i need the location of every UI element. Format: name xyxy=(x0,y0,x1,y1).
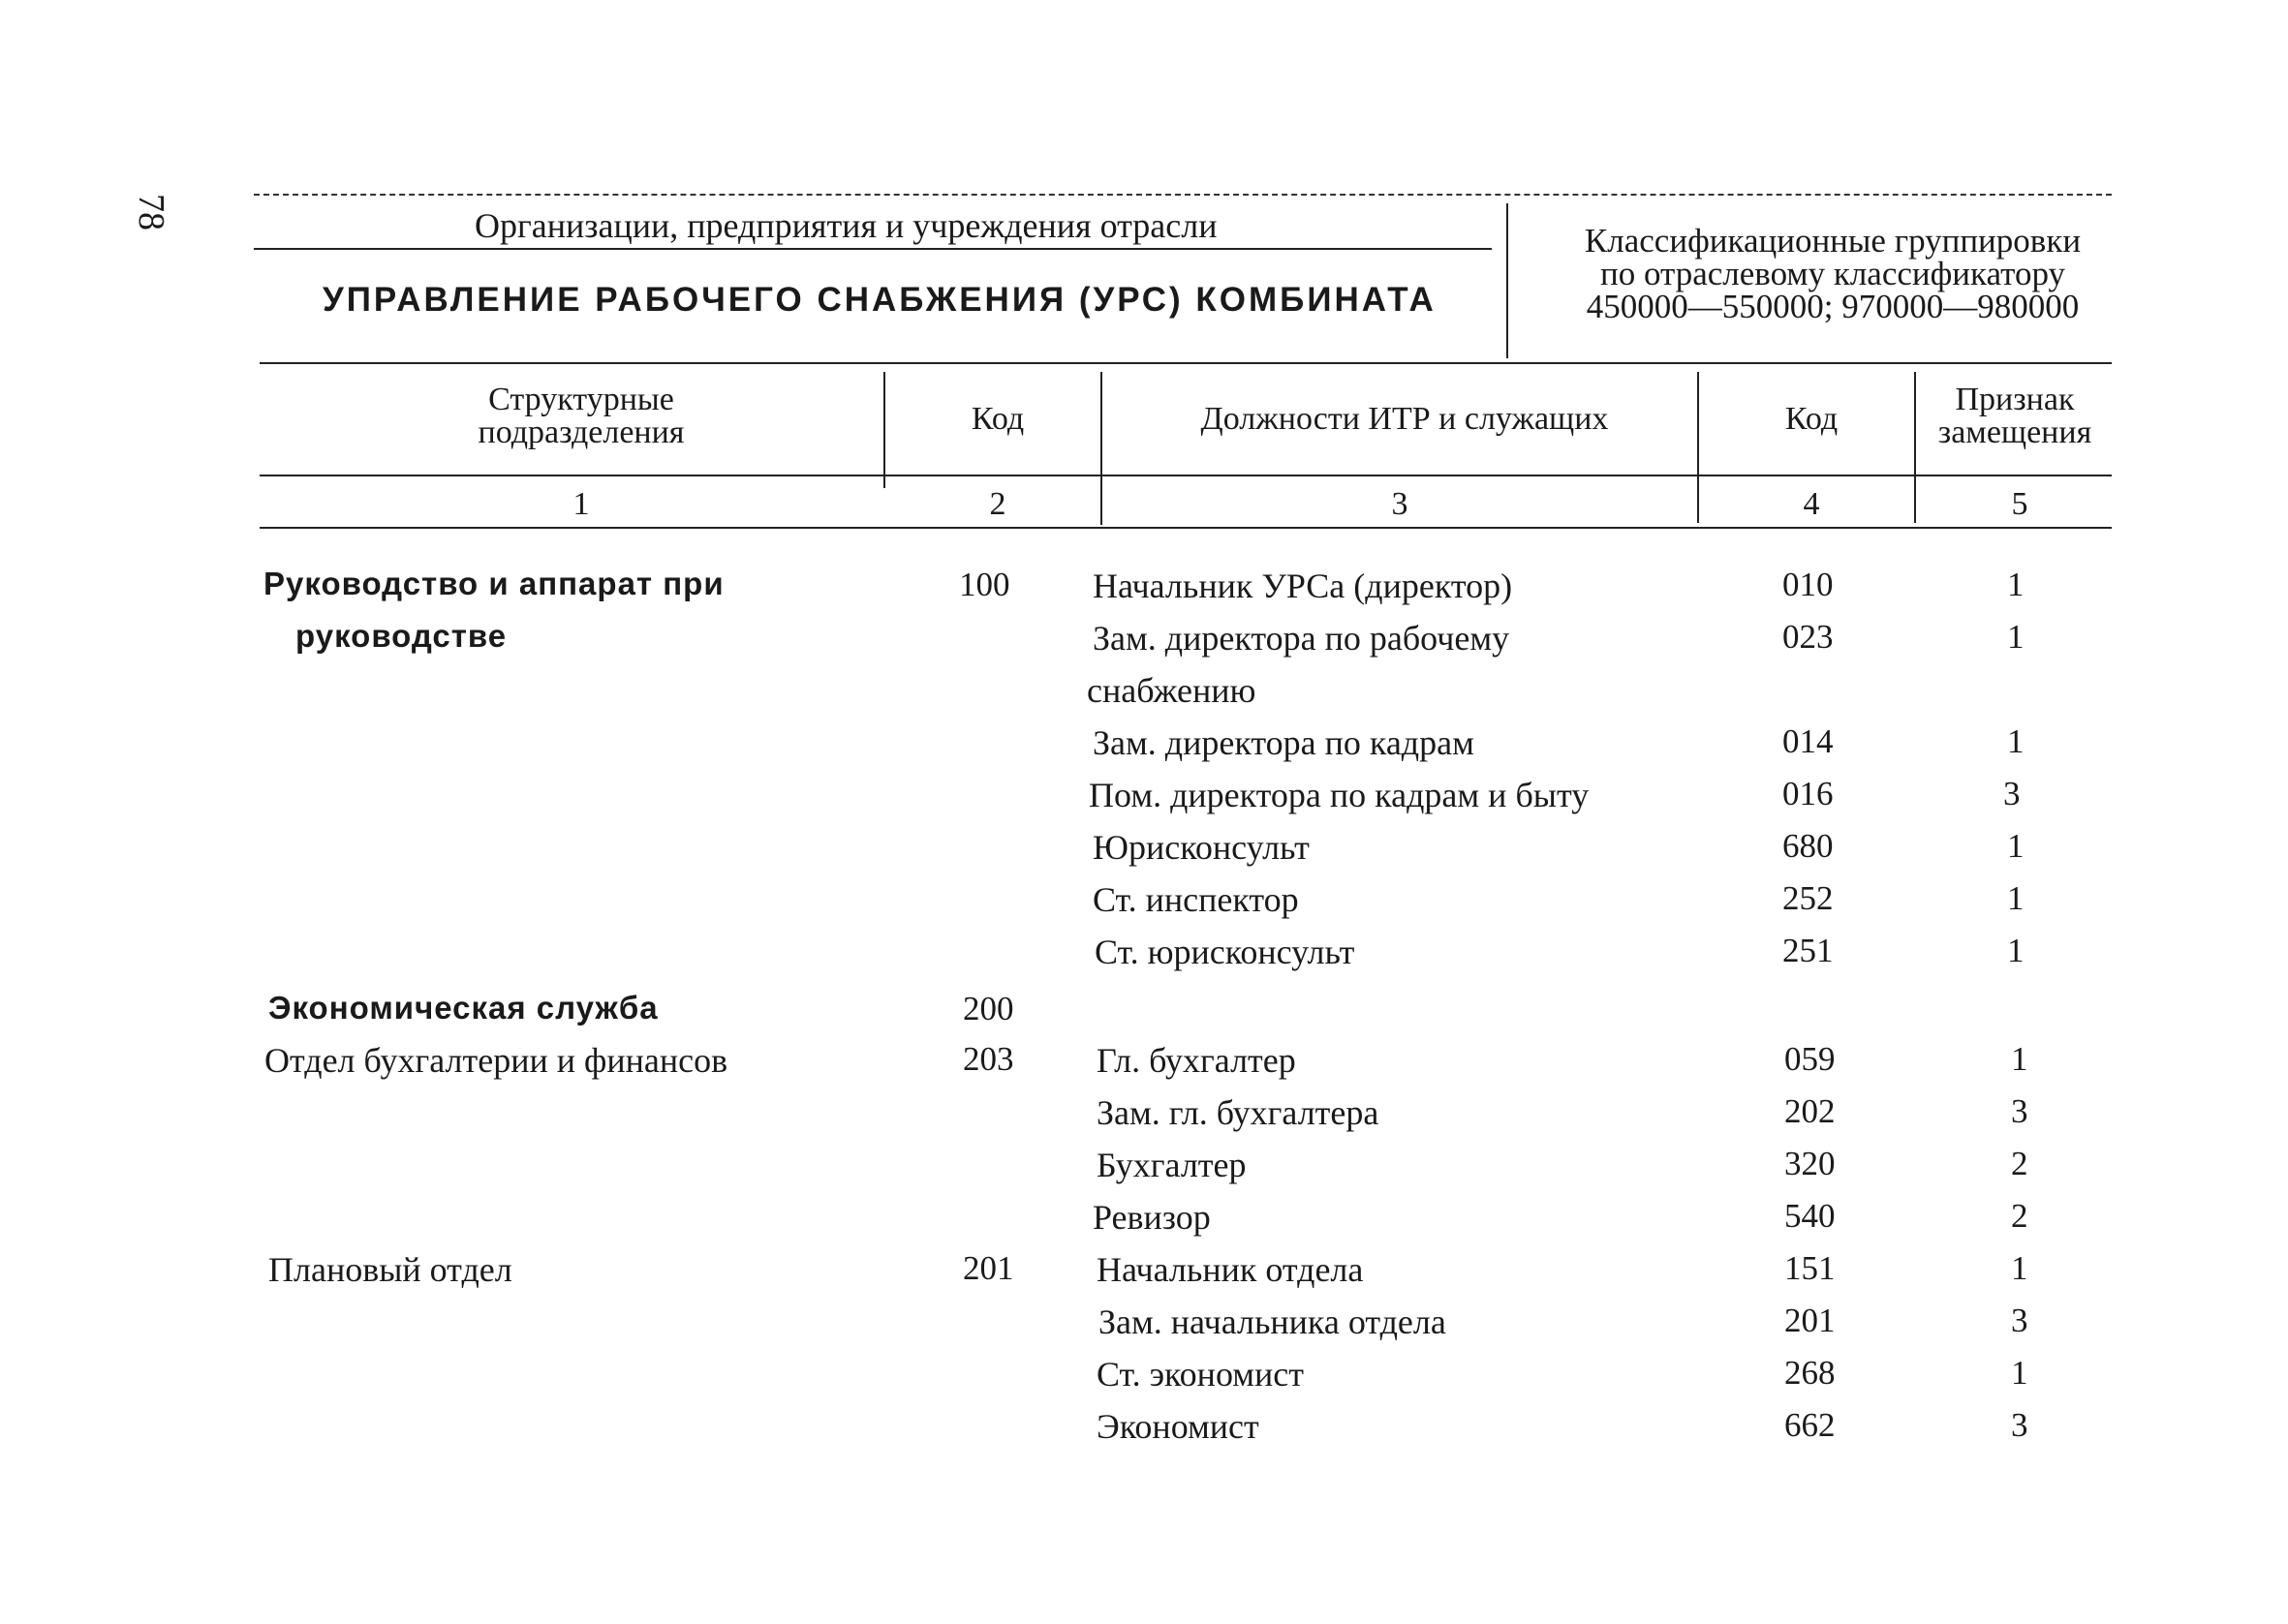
position-code: 320 xyxy=(1784,1145,1836,1182)
replacement-sign: 1 xyxy=(2011,1040,2028,1078)
header-top-rule xyxy=(254,194,2112,196)
table-header-bottom-rule xyxy=(260,527,2112,529)
position-code: 151 xyxy=(1784,1249,1836,1287)
division-code: 100 xyxy=(959,566,1010,603)
col-divider-2 xyxy=(1100,372,1102,525)
replacement-sign: 1 xyxy=(2007,722,2025,760)
replacement-sign: 3 xyxy=(2003,775,2021,812)
col-header-replacement-line-2: замещения xyxy=(1937,414,2092,450)
position-title: Ст. экономист xyxy=(1097,1355,1305,1394)
header-bottom-rule xyxy=(260,362,2112,364)
position-title: Бухгалтер xyxy=(1097,1146,1247,1184)
position-title-continued: снабжению xyxy=(1087,671,1256,710)
col-number-2: 2 xyxy=(989,486,1006,522)
classification-block xyxy=(1542,222,2123,325)
col-header-positions: Должности ИТР и служащих xyxy=(1200,401,1609,437)
col-header-code-2: Код xyxy=(1784,401,1839,437)
division-name-continued: руководстве xyxy=(295,618,508,654)
header-mid-rule xyxy=(260,475,2112,476)
position-title: Ст. юрисконсульт xyxy=(1095,933,1355,971)
header-divider xyxy=(1506,203,1508,358)
col-header-divisions xyxy=(407,383,756,449)
position-title: Зам. гл. бухгалтера xyxy=(1097,1093,1379,1132)
position-code: 023 xyxy=(1782,618,1834,656)
col-header-divisions-line-2: подразделения xyxy=(478,414,685,450)
position-title: Пом. директора по кадрам и быту xyxy=(1089,776,1590,814)
position-title: Ст. инспектор xyxy=(1093,880,1299,919)
replacement-sign: 3 xyxy=(2011,1406,2028,1444)
col-header-replacement xyxy=(1918,383,2112,449)
position-title: Начальник УРСа (директор) xyxy=(1093,567,1513,605)
replacement-sign: 3 xyxy=(2011,1302,2028,1339)
position-title: Начальник отдела xyxy=(1097,1250,1364,1289)
position-title: Ревизор xyxy=(1093,1198,1211,1237)
col-number-1: 1 xyxy=(572,486,590,522)
replacement-sign: 2 xyxy=(2011,1145,2028,1182)
position-title: Гл. бухгалтер xyxy=(1097,1041,1296,1080)
division-name: Экономическая служба xyxy=(268,990,659,1026)
position-code: 202 xyxy=(1784,1092,1836,1130)
org-title: УПРАВЛЕНИЕ РАБОЧЕГО СНАБЖЕНИЯ (УРС) КОМБИНАТА xyxy=(323,281,1437,319)
division-name: Отдел бухгалтерии и финансов xyxy=(264,1041,728,1080)
position-code: 680 xyxy=(1782,827,1834,865)
replacement-sign: 1 xyxy=(2007,618,2025,656)
col-divider-3 xyxy=(1697,372,1699,523)
position-title: Зам. начальника отдела xyxy=(1098,1302,1446,1341)
replacement-sign: 1 xyxy=(2007,932,2025,969)
position-code: 252 xyxy=(1782,879,1834,917)
position-code: 059 xyxy=(1784,1040,1836,1078)
position-code: 540 xyxy=(1784,1197,1836,1235)
replacement-sign: 1 xyxy=(2011,1249,2028,1287)
col-header-divisions-line-1: Структурные xyxy=(488,382,674,417)
division-code: 201 xyxy=(963,1249,1014,1287)
col-header-replacement-line-1: Признак xyxy=(1955,382,2075,417)
position-code: 010 xyxy=(1782,566,1834,603)
position-code: 014 xyxy=(1782,722,1834,760)
col-divider-4 xyxy=(1914,372,1916,523)
col-divider-1 xyxy=(883,372,885,488)
classification-line-2: по отраслевому классификатору xyxy=(1599,255,2066,292)
division-name: Руководство и аппарат при xyxy=(263,566,725,601)
replacement-sign: 1 xyxy=(2011,1354,2028,1392)
replacement-sign: 1 xyxy=(2007,827,2025,865)
page-number: 78 xyxy=(131,194,171,230)
org-caption: Организации, предприятия и учреждения отрасли xyxy=(475,206,1218,245)
replacement-sign: 2 xyxy=(2011,1197,2028,1235)
caption-underline xyxy=(254,248,1492,250)
position-title: Экономист xyxy=(1097,1407,1259,1446)
position-code: 251 xyxy=(1782,932,1834,969)
col-header-code-1: Код xyxy=(971,401,1025,437)
position-code: 201 xyxy=(1784,1302,1836,1339)
division-code: 203 xyxy=(963,1040,1014,1078)
classification-line-1: Классификационные группировки xyxy=(1584,222,2082,260)
position-code: 016 xyxy=(1782,775,1834,812)
col-number-4: 4 xyxy=(1803,486,1820,522)
replacement-sign: 3 xyxy=(2011,1092,2028,1130)
division-name: Плановый отдел xyxy=(268,1250,512,1289)
position-title: Зам. директора по рабочему xyxy=(1093,619,1510,658)
classification-line-3: 450000—550000; 970000—980000 xyxy=(1586,288,2080,325)
replacement-sign: 1 xyxy=(2007,566,2025,603)
replacement-sign: 1 xyxy=(2007,879,2025,917)
col-number-5: 5 xyxy=(2011,486,2028,522)
division-code: 200 xyxy=(963,990,1014,1027)
position-code: 268 xyxy=(1784,1354,1836,1392)
position-title: Юрисконсульт xyxy=(1093,828,1310,867)
position-code: 662 xyxy=(1784,1406,1836,1444)
position-title: Зам. директора по кадрам xyxy=(1093,723,1474,762)
col-number-3: 3 xyxy=(1391,486,1408,522)
